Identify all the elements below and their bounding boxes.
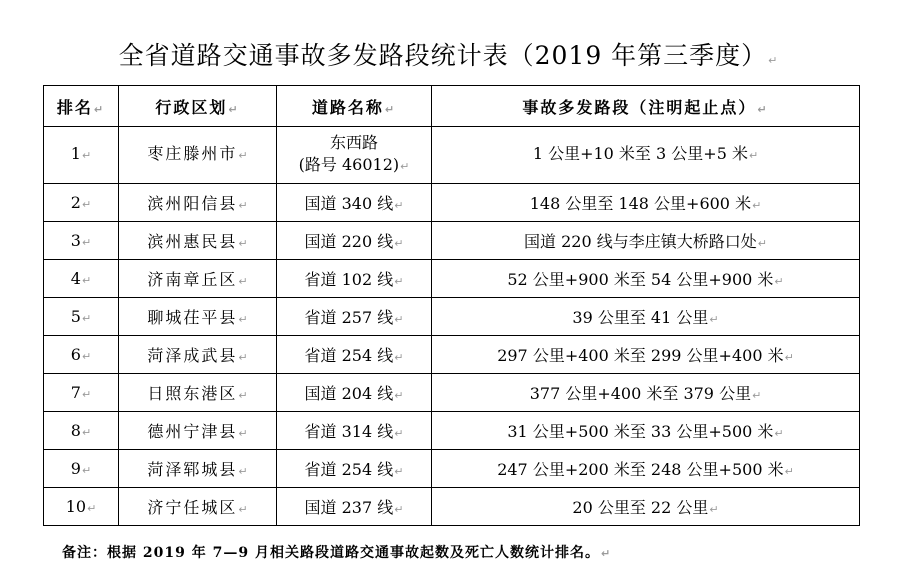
paragraph-mark-icon: ↵ — [238, 313, 248, 326]
paragraph-mark-icon: ↵ — [394, 275, 404, 288]
paragraph-mark-icon: ↵ — [752, 199, 762, 212]
paragraph-mark-icon: ↵ — [81, 236, 92, 249]
header-section: 事故多发路段（注明起止点）↵ — [432, 86, 860, 127]
road-cell: 省道 102 线↵ — [277, 260, 432, 298]
road-cell: 省道 257 线↵ — [277, 298, 432, 336]
section-cell: 39 公里至 41 公里↵ — [432, 298, 860, 336]
section-cell: 377 公里+400 米至 379 公里↵ — [432, 374, 860, 412]
accident-table — [43, 85, 860, 526]
section-cell: 247 公里+200 米至 248 公里+500 米↵ — [432, 450, 860, 488]
table-row — [44, 374, 860, 412]
header-region: 行政区划↵ — [119, 86, 277, 127]
paragraph-mark-icon: ↵ — [93, 102, 106, 116]
region-cell: 滨州阳信县↵ — [119, 184, 277, 222]
region-cell: 菏泽郓城县↵ — [119, 450, 277, 488]
road-cell: 国道 220 线↵ — [277, 222, 432, 260]
table-row — [44, 336, 860, 374]
paragraph-mark-icon: ↵ — [81, 464, 92, 477]
rank-cell: 8↵ — [44, 412, 119, 450]
region-cell: 菏泽成武县↵ — [119, 336, 277, 374]
paragraph-mark-icon: ↵ — [238, 465, 248, 478]
paragraph-mark-icon: ↵ — [238, 351, 248, 364]
paragraph-mark-icon: ↵ — [81, 388, 92, 401]
rank-cell: 10↵ — [44, 488, 119, 526]
paragraph-mark-icon: ↵ — [87, 502, 97, 515]
region-cell: 济宁任城区↵ — [119, 488, 277, 526]
paragraph-mark-icon: ↵ — [394, 313, 404, 326]
paragraph-mark-icon: ↵ — [394, 465, 404, 478]
table-row — [44, 184, 860, 222]
paragraph-mark-icon: ↵ — [400, 160, 410, 173]
road-cell: 国道 340 线↵ — [277, 184, 432, 222]
document-title — [0, 36, 897, 72]
paragraph-mark-icon: ↵ — [709, 503, 719, 516]
paragraph-mark-icon: ↵ — [238, 275, 248, 288]
paragraph-mark-icon: ↵ — [774, 275, 784, 288]
table-row — [44, 412, 860, 450]
paragraph-mark-icon: ↵ — [81, 274, 92, 287]
footnote-text: 备注：根据 2019 年 7—9 月相关路段道路交通事故起数及死亡人数统计排名。 — [62, 545, 600, 561]
region-cell: 滨州惠民县↵ — [119, 222, 277, 260]
road-cell: 省道 254 线↵ — [277, 450, 432, 488]
paragraph-mark-icon: ↵ — [394, 199, 404, 212]
paragraph-mark-icon: ↵ — [238, 199, 248, 212]
paragraph-mark-icon: ↵ — [81, 198, 92, 211]
road-cell: 国道 204 线↵ — [277, 374, 432, 412]
header-rank: 排名↵ — [44, 86, 119, 127]
section-cell: 国道 220 线与李庄镇大桥路口处↵ — [432, 222, 860, 260]
section-cell: 148 公里至 148 公里+600 米↵ — [432, 184, 860, 222]
rank-cell: 4↵ — [44, 260, 119, 298]
paragraph-mark-icon: ↵ — [748, 149, 759, 162]
section-cell: 20 公里至 22 公里↵ — [432, 488, 860, 526]
paragraph-mark-icon: ↵ — [394, 389, 404, 402]
road-cell: 国道 237 线↵ — [277, 488, 432, 526]
paragraph-mark-icon: ↵ — [81, 350, 92, 363]
title-text: 全省道路交通事故多发路段统计表（2019 年第三季度） — [118, 41, 768, 70]
rank-cell: 2↵ — [44, 184, 119, 222]
table-row — [44, 127, 860, 184]
header-road: 道路名称↵ — [277, 86, 432, 127]
rank-cell: 1↵ — [44, 127, 119, 184]
paragraph-mark-icon: ↵ — [228, 102, 240, 116]
region-cell: 德州宁津县↵ — [119, 412, 277, 450]
table-row — [44, 488, 860, 526]
road-number: (路号 46012) — [298, 155, 400, 174]
table-row — [44, 450, 860, 488]
section-cell: 52 公里+900 米至 54 公里+900 米↵ — [432, 260, 860, 298]
rank-cell: 6↵ — [44, 336, 119, 374]
paragraph-mark-icon: ↵ — [238, 149, 248, 162]
paragraph-mark-icon: ↵ — [774, 427, 784, 440]
paragraph-mark-icon: ↵ — [757, 237, 767, 250]
paragraph-mark-icon: ↵ — [384, 102, 397, 116]
region-cell: 日照东港区↵ — [119, 374, 277, 412]
section-cell: 1 公里+10 米至 3 公里+5 米↵ — [432, 127, 860, 184]
paragraph-mark-icon: ↵ — [394, 427, 404, 440]
paragraph-mark-icon: ↵ — [238, 389, 248, 402]
paragraph-mark-icon: ↵ — [238, 427, 248, 440]
region-cell: 济南章丘区↵ — [119, 260, 277, 298]
section-cell: 31 公里+500 米至 33 公里+500 米↵ — [432, 412, 860, 450]
footnote — [62, 542, 611, 562]
paragraph-mark-icon: ↵ — [394, 351, 404, 364]
table-row — [44, 298, 860, 336]
paragraph-mark-icon: ↵ — [81, 149, 92, 162]
road-name: 东西路 — [329, 133, 378, 152]
rank-cell: 7↵ — [44, 374, 119, 412]
rank-cell: 5↵ — [44, 298, 119, 336]
paragraph-mark-icon: ↵ — [600, 547, 612, 560]
paragraph-mark-icon: ↵ — [784, 465, 794, 478]
paragraph-mark-icon: ↵ — [709, 313, 719, 326]
paragraph-mark-icon: ↵ — [238, 237, 248, 250]
road-cell — [277, 127, 432, 184]
paragraph-mark-icon: ↵ — [81, 312, 92, 325]
table-row — [44, 260, 860, 298]
rank-cell: 9↵ — [44, 450, 119, 488]
region-cell: 聊城茌平县↵ — [119, 298, 277, 336]
paragraph-mark-icon: ↵ — [757, 102, 769, 116]
table-row — [44, 222, 860, 260]
paragraph-mark-icon: ↵ — [238, 503, 248, 516]
road-cell: 省道 254 线↵ — [277, 336, 432, 374]
table-header-row — [44, 86, 860, 127]
paragraph-mark-icon: ↵ — [394, 503, 404, 516]
region-cell: 枣庄滕州市↵ — [119, 127, 277, 184]
paragraph-mark-icon: ↵ — [768, 54, 779, 67]
rank-cell: 3↵ — [44, 222, 119, 260]
paragraph-mark-icon: ↵ — [81, 426, 92, 439]
paragraph-mark-icon: ↵ — [394, 237, 404, 250]
paragraph-mark-icon: ↵ — [784, 351, 794, 364]
road-cell: 省道 314 线↵ — [277, 412, 432, 450]
paragraph-mark-icon: ↵ — [752, 389, 762, 402]
section-cell: 297 公里+400 米至 299 公里+400 米↵ — [432, 336, 860, 374]
